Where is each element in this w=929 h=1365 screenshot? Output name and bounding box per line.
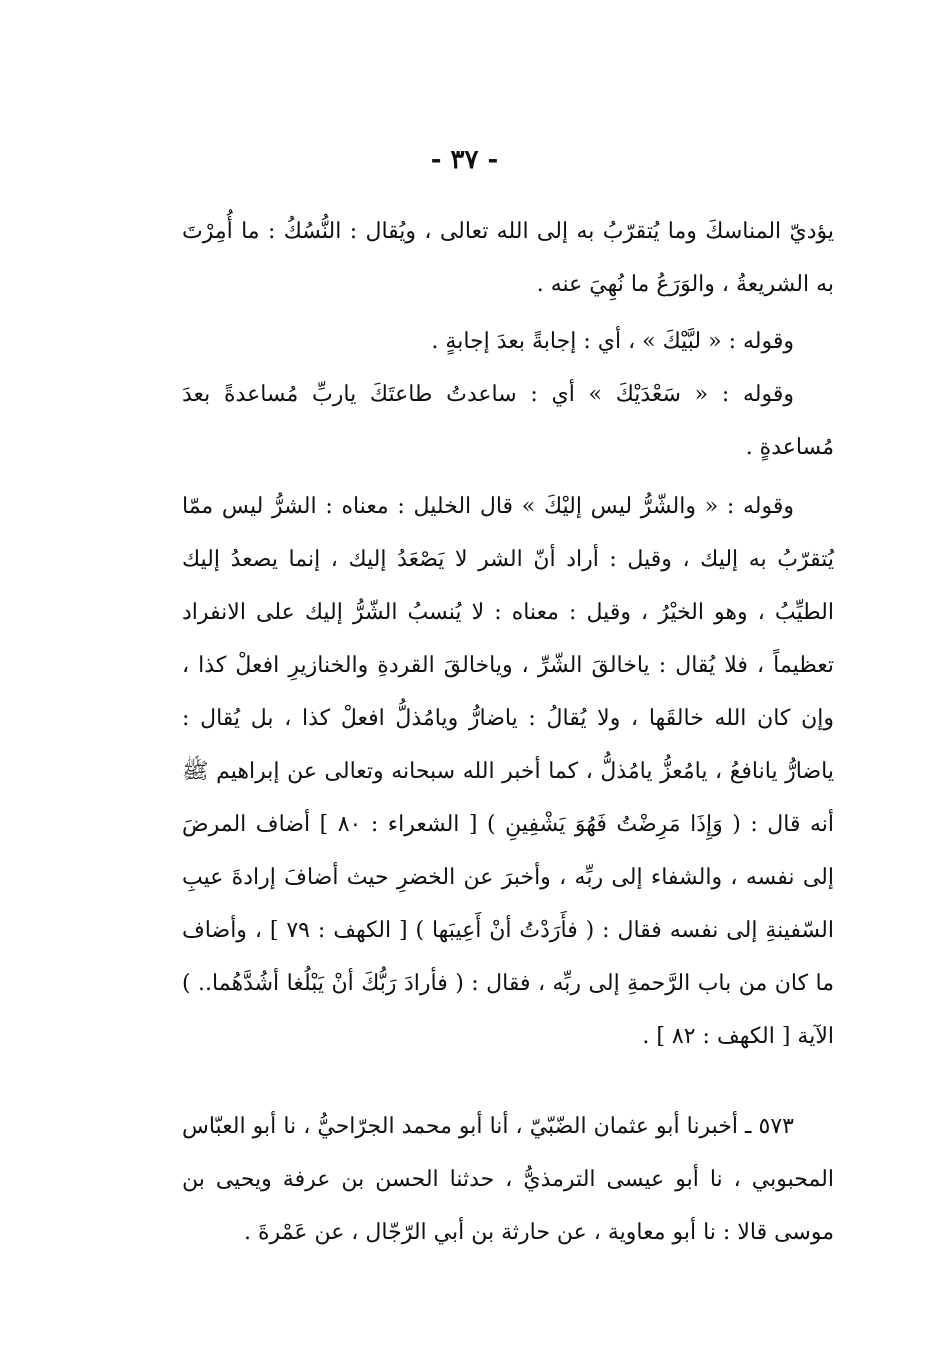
paragraph-text: وقوله : « والشّرُّ ليس إليْكَ » قال الخليل : معناه : الشرُّ ليس ممّا يُتقرّبُ به إليك ، وقيل : أراد أنّ الشر لا يَصْعَدُ إليك ، إنما يصعدُ إليك الطيِّبُ ، وهو الخيْرُ ، وقيل : معناه : لا يُنسبُ الشّرُّ إليك على الانفراد تعظيماً ، فلا يُقال : ياخالقَ الشّرِّ ، وياخالقَ القردةِ والخنازيرِ افعلْ كذا ، وإن كان الله خالقَها ، ولا يُقالُ : ياضارُّ ويامُذلُّ افعلْ كذا ، بل يُقال : ياضارُّ يانافعُ ، يامُعزُّ يامُذلُّ ، كما أخبر الله سبحانه وتعالى عن إبراهيم ﷺ أنه قال : ( وَإِذَا مَرِضْتُ فَهُوَ يَشْفِينِ ) [ الشعراء : ٨٠ ] أضاف المرضَ إلى نفسه ، والشفاء إلى ربِّه ، وأخبرَ عن الخضرِ حيث أضافَ إرادةَ عيبِ السّفينةِ إلى نفسه فقال : ( فأَرَدْتُ أنْ أَعِيبَها ) [ الكهف : ٧٩ ] ، وأضاف ما كان من باب الرَّحمةِ إلى ربِّه ، فقال : ( فأرادَ رَبُّكَ أنْ يَبْلُغا أشُدَّهُما.. ) الآية [ الكهف : ٨٢ ] . [182, 494, 835, 1049]
paragraph-labbayk [182, 315, 834, 368]
paragraph-sadayk [182, 368, 834, 474]
paragraph-nusuk [182, 205, 834, 311]
paragraph-text: ٥٧٣ ـ أخبرنا أبو عثمان الضّبّيّ ، أنا أبو محمد الجرّاحيُّ ، نا أبو العبّاس المحبوبي ، نا أبو عيسى الترمذيُّ ، حدثنا الحسن بن عرفة ويحيى بن موسى قالا : نا أبو معاوية ، عن حارثة بن أبي الرّجّال ، عن عَمْرةَ . [182, 1114, 834, 1245]
paragraph-text: يؤديّ المناسكَ وما يُتقرّبُ به إلى الله تعالى ، ويُقال : النُّسُكُ : ما أُمِرْتَ به الشريعةُ ، والوَرَعُ ما نُهِيَ عنه . [182, 219, 834, 297]
page-number: - ٣٧ - [430, 145, 499, 175]
paragraph-text: وقوله : « لبَّيْكَ » ، أي : إجابةً بعدَ إجابةٍ . [431, 329, 794, 354]
paragraph-sharr [182, 480, 834, 1063]
paragraph-hadith-573 [182, 1100, 834, 1259]
paragraph-text: وقوله : « سَعْدَيْكَ » أي : ساعدتُ طاعتَكَ ياربِّ مُساعدةً بعدَ مُساعدةٍ . [182, 382, 834, 460]
